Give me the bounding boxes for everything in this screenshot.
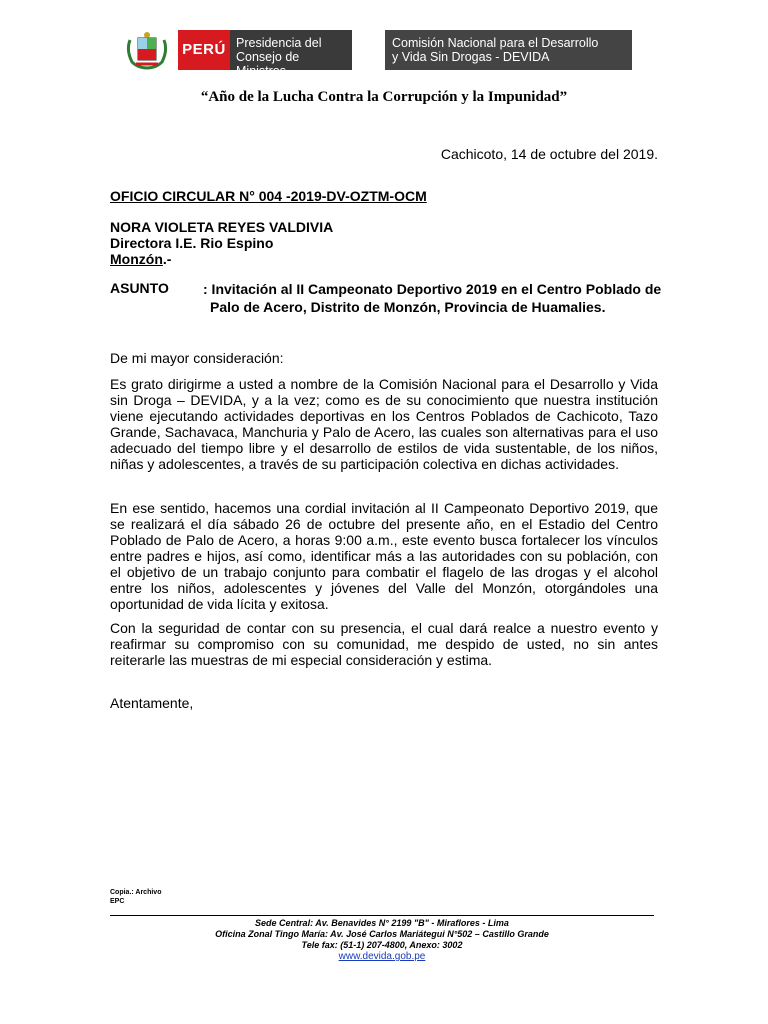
devida-label xyxy=(392,36,598,64)
place-date: Cachicoto, 14 de octubre del 2019. xyxy=(440,146,658,162)
paragraph-2: En ese sentido, hacemos una cordial invitación al II Campeonato Deportivo 2019, que se realizará el día sábado 26 de octubre del presente año, en el Estadio del Centro Poblado de Palo de Acero, a horas 9:00 a.m., este evento busca fortalecer los vínculos entre padres e hijos, así como, identificar más a las autoridades con su población, con el objetivo de un trabajo conjunto para combatir el flagelo de las drogas y el alcohol entre los niños, adolescentes y jóvenes del Valle del Monzón, otorgándoles una oportunidad de vida lícita y exitosa. xyxy=(110,500,658,612)
document-reference: OFICIO CIRCULAR N° 004 -2019-DV-OZTM-OCM xyxy=(110,188,427,204)
footer-line3: Tele fax: (51-1) 207-4800, Anexo: 3002 xyxy=(301,940,463,950)
recipient-name: NORA VIOLETA REYES VALDIVIA xyxy=(110,219,334,235)
devida-logo xyxy=(385,30,632,70)
recipient-city-line xyxy=(110,251,333,267)
website-link[interactable]: www.devida.gob.pe xyxy=(338,951,426,962)
devida-line2: y Vida Sin Drogas - DEVIDA xyxy=(392,50,550,64)
presidency-logo xyxy=(178,30,352,78)
recipient-city: Monzón xyxy=(110,251,163,267)
copy-note-line1: Copia.: Archivo xyxy=(110,889,162,896)
paragraph-1: Es grato dirigirme a usted a nombre de la Comisión Nacional para el Desarrollo y Vida sin Droga – DEVIDA, y a la vez; como es de su conocimiento que nuestra institución viene ejecutando actividades deportivas en los Centros Poblados de Cachicoto, Tazo Grande, Sachavaca, Manchuria y Palo de Acero, las cuales son alternativas para el uso adecuado del tiempo libre y el desarrollo de estilos de vida sustentable, de los niños, niñas y adolescentes, a través de su participación colectiva en dichas actividades. xyxy=(110,376,658,472)
footer-line2: Oficina Zonal Tingo María: Av. José Carlos Mariátegui N°502 – Castillo Grande xyxy=(215,929,549,939)
presidency-label xyxy=(236,36,352,78)
subject-text: : Invitación al II Campeonato Deportivo 2019 en el Centro Poblado de Palo de Acero, Distrito de Monzón, Provincia de Huamalies. xyxy=(203,281,662,315)
copy-note-line2: EPC xyxy=(110,898,125,905)
devida-line1: Comisión Nacional para el Desarrollo xyxy=(392,36,599,50)
recipient-position: Directora I.E. Rio Espino xyxy=(110,235,274,251)
coat-of-arms-icon xyxy=(122,30,172,70)
footer-line1: Sede Central: Av. Benavides N° 2199 "B" - Miraflores - Lima xyxy=(255,918,509,928)
recipient-block xyxy=(110,219,333,267)
subject-label: ASUNTO xyxy=(110,280,169,296)
closing: Atentamente, xyxy=(110,695,194,711)
greeting: De mi mayor consideración: xyxy=(110,350,284,366)
peru-label: PERÚ xyxy=(178,30,230,70)
footer-divider xyxy=(110,915,654,916)
letterhead xyxy=(122,30,632,78)
presidency-line1: Presidencia del xyxy=(236,36,322,50)
copy-note xyxy=(110,888,161,906)
year-title: “Año de la Lucha Contra la Corrupción y la Impunidad” xyxy=(200,89,568,105)
recipient-city-suffix: .- xyxy=(162,251,172,267)
paragraph-3: Con la seguridad de contar con su presencia, el cual dará realce a nuestro evento y reafirmar su compromiso con su comunidad, me despido de usted, no sin antes reiterarle las muestras de mi especial consideración y estima. xyxy=(110,620,658,668)
footer xyxy=(110,918,654,962)
presidency-line2: Consejo de Ministros xyxy=(236,50,300,78)
